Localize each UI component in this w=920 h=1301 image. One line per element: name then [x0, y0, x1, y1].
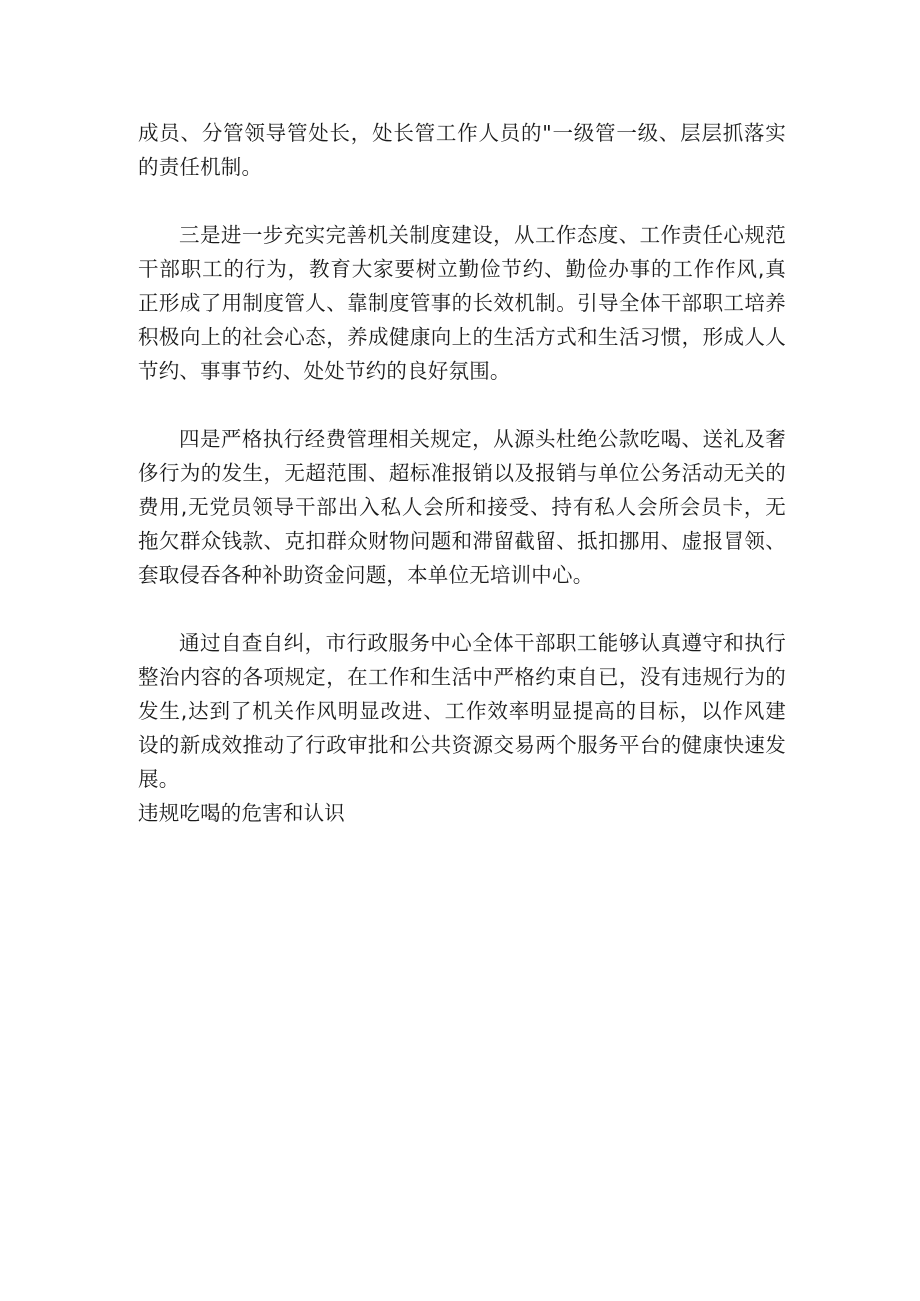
paragraph-conclusion: 通过自查自纠，市行政服务中心全体干部职工能够认真遵守和执行整治内容的各项规定，在工作和生活中严格约束自已，没有违规行为的发生,达到了机关作风明显改进、工作效率明显提高的目标，以作风建设的新成效推动了行政审批和公共资源交易两个服务平台的健康快速发展。 — [138, 631, 786, 791]
paragraph-point-four: 四是严格执行经费管理相关规定，从源头杜绝公款吃喝、送礼及奢侈行为的发生，无超范围、超标准报销以及报销与单位公务活动无关的费用,无党员领导干部出入私人会所和接受、持有私人会所会员卡，无拖欠群众钱款、克扣群众财物问题和滞留截留、抵扣挪用、虚报冒领、套取侵吞各种补助资金问题，本单位无培训中心。 — [138, 427, 786, 587]
section-heading: 违规吃喝的危害和认识 — [138, 801, 345, 825]
paragraph-point-three: 三是进一步充实完善机关制度建设，从工作态度、工作责任心规范干部职工的行为，教育大家要树立勤俭节约、勤俭办事的工作作风,真正形成了用制度管人、靠制度管事的长效机制。引导全体干部职工培养积极向上的社会心态，养成健康向上的生活方式和生活习惯，形成人人节约、事事节约、处处节约的良好氛围。 — [138, 223, 786, 383]
paragraph-continuation: 成员、分管领导管处长，处长管工作人员的"一级管一级、层层抓落实的责任机制。 — [138, 121, 786, 179]
document-body — [138, 116, 786, 830]
